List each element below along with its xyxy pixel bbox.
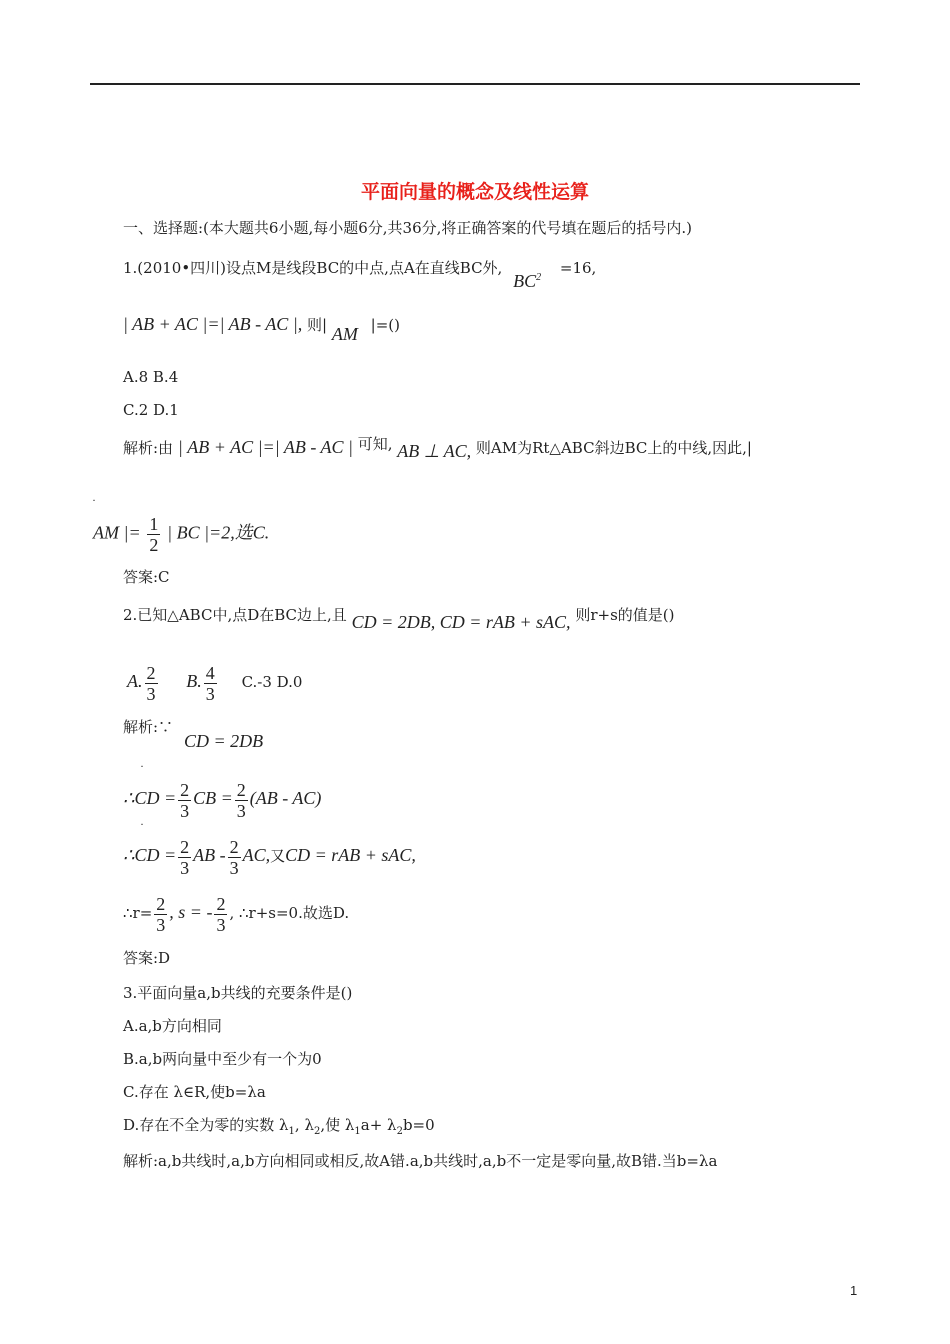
q2-stem — [123, 604, 675, 632]
q2-options — [123, 657, 302, 706]
q3-optD-sub2: 2 — [313, 1126, 321, 1137]
q2-solution-prefix: 解析:∵ — [123, 718, 174, 736]
q1-eq16: =16, — [559, 259, 597, 277]
q1-sol-cond: | AB + AC |=| AB - AC | — [177, 437, 353, 457]
q1-solution-line2 — [93, 514, 269, 555]
q2-sol-eq1-text: CD = 2DB — [184, 731, 264, 751]
q1-then: 则| — [307, 316, 328, 334]
q1-stem — [123, 254, 597, 291]
fraction-numerator: 2 — [229, 836, 239, 857]
q2-l3-a: ∴CD = — [123, 845, 177, 865]
fraction-numerator: 2 — [156, 893, 166, 914]
q2-l4-a: ∴r= — [123, 904, 153, 922]
q3-optD — [123, 1115, 435, 1142]
q3-optB: B.a,b两向量中至少有一个为0 — [123, 1050, 322, 1068]
q2-l3-b: AB - — [193, 845, 226, 865]
q2-l4-fraction2 — [214, 894, 227, 935]
q3-optC: C.存在 λ∈R,使b=λa — [123, 1083, 266, 1101]
fraction-numerator: 2 — [180, 836, 190, 857]
q3-optA: A.a,b方向相同 — [123, 1017, 222, 1035]
q2-l2-fraction2 — [235, 780, 248, 821]
header-rule — [90, 83, 860, 85]
q2-optA-fraction — [145, 663, 158, 704]
q1-am: AM — [331, 324, 358, 344]
q2-l3-c: AC, — [242, 845, 271, 865]
q3-optD-b: , λ — [294, 1116, 314, 1134]
q1-options-ab: A.8 B.4 — [123, 368, 179, 386]
fraction-numerator: 4 — [205, 662, 215, 683]
q2-l3-fraction1 — [178, 837, 191, 878]
q2-answer: 答案:D — [123, 949, 171, 967]
q1-sol-text: 则AM为Rt△ABC斜边BC上的中线,因此,| — [475, 439, 752, 457]
q1-solution — [123, 435, 752, 461]
q3-optD-sub4: 2 — [396, 1126, 403, 1137]
q3-optD-sub1: 1 — [288, 1126, 295, 1137]
q2-solution-line3 — [123, 833, 416, 878]
page-number: 1 — [850, 1283, 858, 1298]
q2-l3-fraction2 — [228, 837, 241, 878]
fraction-denominator: 3 — [216, 914, 226, 935]
q1-ask: |=() — [370, 316, 400, 334]
fraction-denominator: 3 — [229, 857, 239, 878]
q1-cond-formula: | AB + AC |=| AB - AC |, — [123, 314, 303, 334]
q2-optA-label: A. — [127, 671, 143, 691]
q2-l3-d: CD = rAB + sAC, — [285, 845, 416, 865]
q3-optD-a: D.存在不全为零的实数 λ — [123, 1116, 289, 1134]
q2-optB-fraction — [204, 663, 217, 704]
q2-l4-b: , s = - — [169, 902, 213, 922]
fraction-numerator: 2 — [216, 893, 226, 914]
q2-l4-c: , ∴r+s=0.故选D. — [229, 904, 350, 922]
vector-arrow-mark: ˙ — [139, 822, 145, 836]
q1-sol-prefix: 解析:由 — [123, 439, 174, 457]
q2-l3-you: 又 — [270, 847, 286, 865]
q1-options-cd: C.2 D.1 — [123, 401, 179, 419]
q2-l4-fraction1 — [154, 894, 167, 935]
q1-bc2 — [513, 271, 541, 291]
q1-condition — [123, 314, 400, 344]
fraction-denominator: 3 — [180, 800, 190, 821]
q2-stem-text: 2.已知△ABC中,点D在BC边上,且 — [123, 606, 347, 624]
page-title: 平面向量的概念及线性运算 — [360, 181, 589, 203]
fraction-numerator: 2 — [236, 779, 246, 800]
q3-optD-d: a+ λ — [360, 1116, 397, 1134]
q2-sol-eq1 — [184, 731, 263, 752]
q2-optCD: C.-3 D.0 — [241, 673, 303, 691]
q1-sol2-am: AM |= — [93, 522, 141, 543]
q2-l2-a: ∴CD = — [123, 788, 177, 808]
fraction-denominator: 3 — [205, 683, 215, 704]
q2-l2-b: CB = — [193, 788, 233, 808]
section-heading: 一、选择题:(本大题共6小题,每小题6分,共36分,将正确答案的代号填在题后的括号内.) — [123, 219, 693, 237]
fraction-denominator: 3 — [180, 857, 190, 878]
q2-solution-line4 — [123, 890, 349, 935]
fraction-denominator: 3 — [236, 800, 246, 821]
q1-sol-kezhi: 可知, — [357, 435, 393, 453]
fraction-numerator: 1 — [149, 514, 159, 534]
fraction-denominator: 2 — [149, 535, 159, 555]
q2-l2-fraction1 — [178, 780, 191, 821]
q3-optD-e: b=0 — [402, 1116, 435, 1134]
fraction-numerator: 2 — [180, 779, 190, 800]
q3-stem: 3.平面向量a,b共线的充要条件是() — [123, 984, 353, 1002]
q2-eq: CD = 2DB, CD = rAB + sAC, — [351, 612, 571, 632]
fraction-denominator: 3 — [156, 914, 166, 935]
q1-stem-text: 1.(2010•四川)设点M是线段BC的中点,点A在直线BC外, — [123, 259, 503, 277]
q3-optD-sub3: 1 — [354, 1126, 361, 1137]
vector-arrow-mark: ˙ — [91, 498, 97, 512]
q1-answer: 答案:C — [123, 568, 170, 586]
q2-l2-c: (AB - AC) — [249, 788, 322, 808]
fraction-numerator: 2 — [146, 662, 156, 683]
q2-ask: 则r+s的值是() — [575, 606, 675, 624]
q2-optB-label: B. — [186, 671, 202, 691]
q1-sol2-fraction — [147, 514, 160, 555]
q1-sol2-rest: | BC |=2,选C. — [167, 522, 270, 543]
q2-solution-line2 — [123, 776, 321, 821]
q3-solution: 解析:a,b共线时,a,b方向相同或相反,故A错.a,b共线时,a,b不一定是零向量,故B错.当b=λa — [123, 1152, 718, 1170]
q1-bc2-sup: 2 — [536, 272, 542, 283]
q1-sol-perp: AB ⊥ AC, — [397, 441, 472, 461]
vector-arrow-mark: ˙ — [139, 764, 145, 778]
q3-optD-c: ,使 λ — [320, 1116, 355, 1134]
fraction-denominator: 3 — [146, 683, 156, 704]
q1-bc2-base: BC — [513, 271, 537, 291]
